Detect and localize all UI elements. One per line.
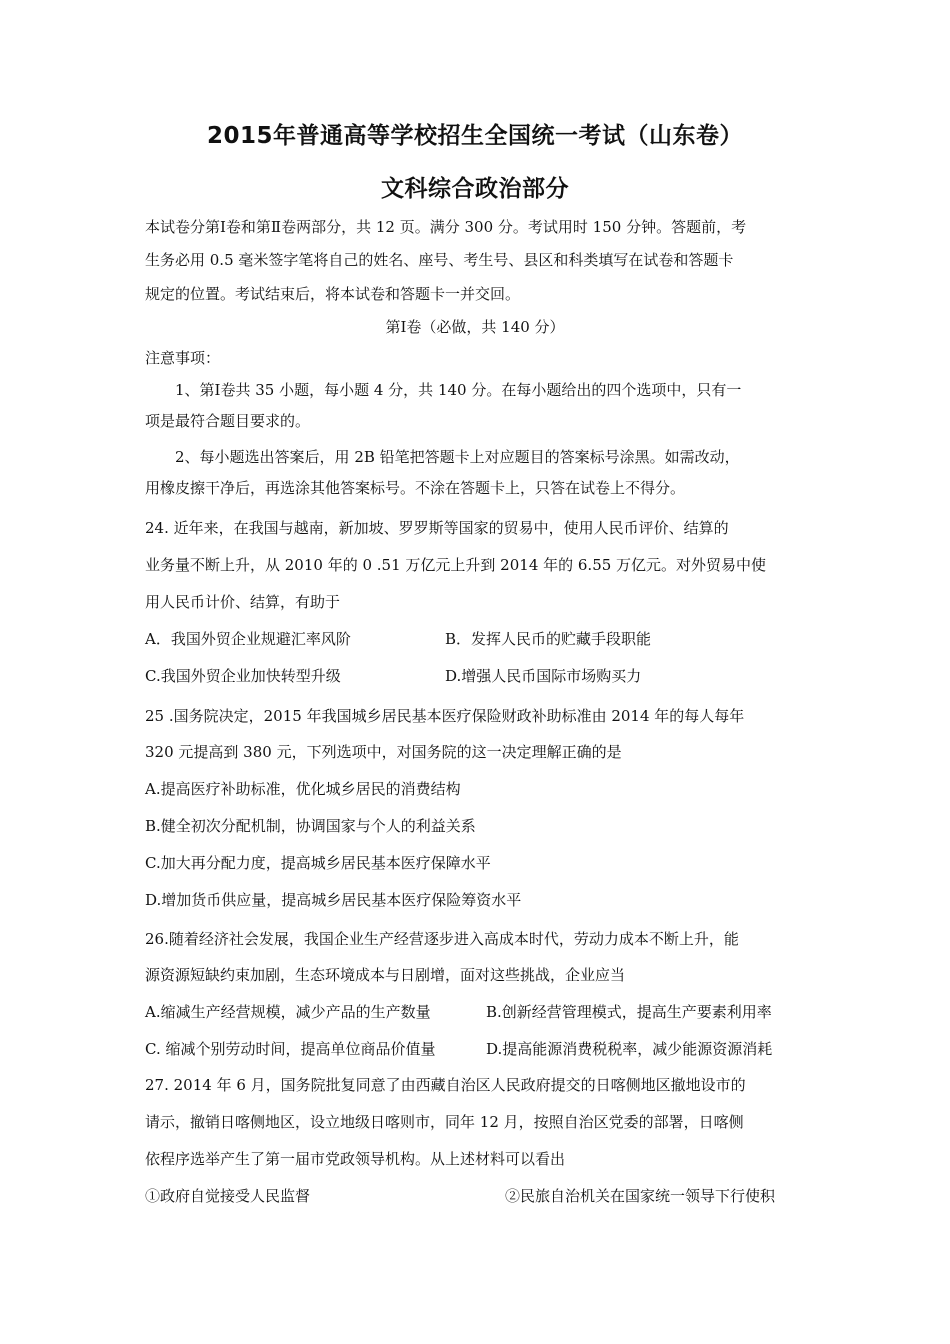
q26-option-a: A.缩减生产经营规模，减少产品的生产数量 <box>145 1003 431 1021</box>
q25-option-b: B.健全初次分配机制，协调国家与个人的利益关系 <box>145 817 476 835</box>
q24-option-b: B．发挥人民币的贮藏手段职能 <box>445 630 652 648</box>
section-title: 第Ⅰ卷（必做，共 140 分） <box>385 318 565 336</box>
intro-line: 本试卷分第Ⅰ卷和第Ⅱ卷两部分，共 12 页。满分 300 分。考试用时 150 分钟。答题前，考 <box>145 218 747 236</box>
q27-option-1: ①政府自觉接受人民监督 <box>145 1187 311 1205</box>
exam-subtitle: 文科综合政治部分 <box>381 176 569 202</box>
q26-option-d: D.提高能源消费税税率，减少能源资源消耗 <box>486 1040 773 1058</box>
q27-stem-line: 依程序选举产生了第一届市党政领导机构。从上述材料可以看出 <box>145 1150 566 1168</box>
notes-item: 2、每小题选出答案后，用 2B 铅笔把答题卡上对应题目的答案标号涂黑。如需改动， <box>175 448 740 466</box>
q25-stem-line: 320 元提高到 380 元，下列选项中，对国务院的这一决定理解正确的是 <box>145 743 622 761</box>
exam-title: 2015年普通高等学校招生全国统一考试（山东卷） <box>206 123 743 149</box>
q25-option-a: A.提高医疗补助标准，优化城乡居民的消费结构 <box>145 780 461 798</box>
q26-stem-line: 源资源短缺约束加剧，生态环境成本与日剧增，面对这些挑战，企业应当 <box>145 966 626 984</box>
intro-line: 生务必用 0.5 毫米签字笔将自己的姓名、座号、考生号、县区和科类填写在试卷和答题卡 <box>145 251 734 269</box>
q24-option-d: D.增强人民币国际市场购买力 <box>445 667 642 685</box>
notes-item: 项是最符合题目要求的。 <box>145 412 311 430</box>
q24-option-a: A．我国外贸企业规避汇率风阶 <box>145 630 351 648</box>
q25-stem-line: 25 .国务院决定，2015 年我国城乡居民基本医疗保险财政补助标准由 2014 年的每人每年 <box>145 707 745 725</box>
q24-option-c: C.我国外贸企业加快转型升级 <box>145 667 341 685</box>
q27-stem-line: 27. 2014 年 6 月，国务院批复同意了由西藏自治区人民政府提交的日喀侧地区撤地设市的 <box>145 1076 746 1094</box>
q24-stem-line: 业务量不断上升，从 2010 年的 0 .51 万亿元上升到 2014 年的 6.55 万亿元。对外贸易中使 <box>145 556 767 574</box>
q26-option-c: C. 缩减个别劳动时间，提高单位商品价值量 <box>145 1040 436 1058</box>
q25-option-c: C.加大再分配力度，提高城乡居民基本医疗保障水平 <box>145 854 491 872</box>
q27-stem-line: 请示，撤销日喀侧地区，设立地级日喀则市，同年 12 月，按照自治区党委的部署，日喀侧 <box>145 1113 744 1131</box>
q26-stem-line: 26.随着经济社会发展，我国企业生产经营逐步进入高成本时代，劳动力成本不断上升，能 <box>145 930 739 948</box>
notes-heading: 注意事项： <box>145 349 221 367</box>
q25-option-d: D.增加货币供应量，提高城乡居民基本医疗保险筹资水平 <box>145 891 522 909</box>
q27-option-2: ②民旅自治机关在国家统一领导下行使积 <box>505 1187 776 1205</box>
notes-item: 1、第Ⅰ卷共 35 小题，每小题 4 分，共 140 分。在每小题给出的四个选项中，只有一 <box>175 381 742 399</box>
q26-option-b: B.创新经营管理模式，提高生产要素利用率 <box>486 1003 772 1021</box>
q24-stem-line: 24. 近年来，在我国与越南，新加坡、罗罗斯等国家的贸易中，使用人民币评价、结算的 <box>145 519 729 537</box>
intro-line: 规定的位置。考试结束后，将本试卷和答题卡一并交回。 <box>145 285 521 303</box>
notes-item: 用橡皮擦干净后，再选涂其他答案标号。不涂在答题卡上，只答在试卷上不得分。 <box>145 479 686 497</box>
q24-stem-line: 用人民币计价、结算，有助于 <box>145 593 341 611</box>
